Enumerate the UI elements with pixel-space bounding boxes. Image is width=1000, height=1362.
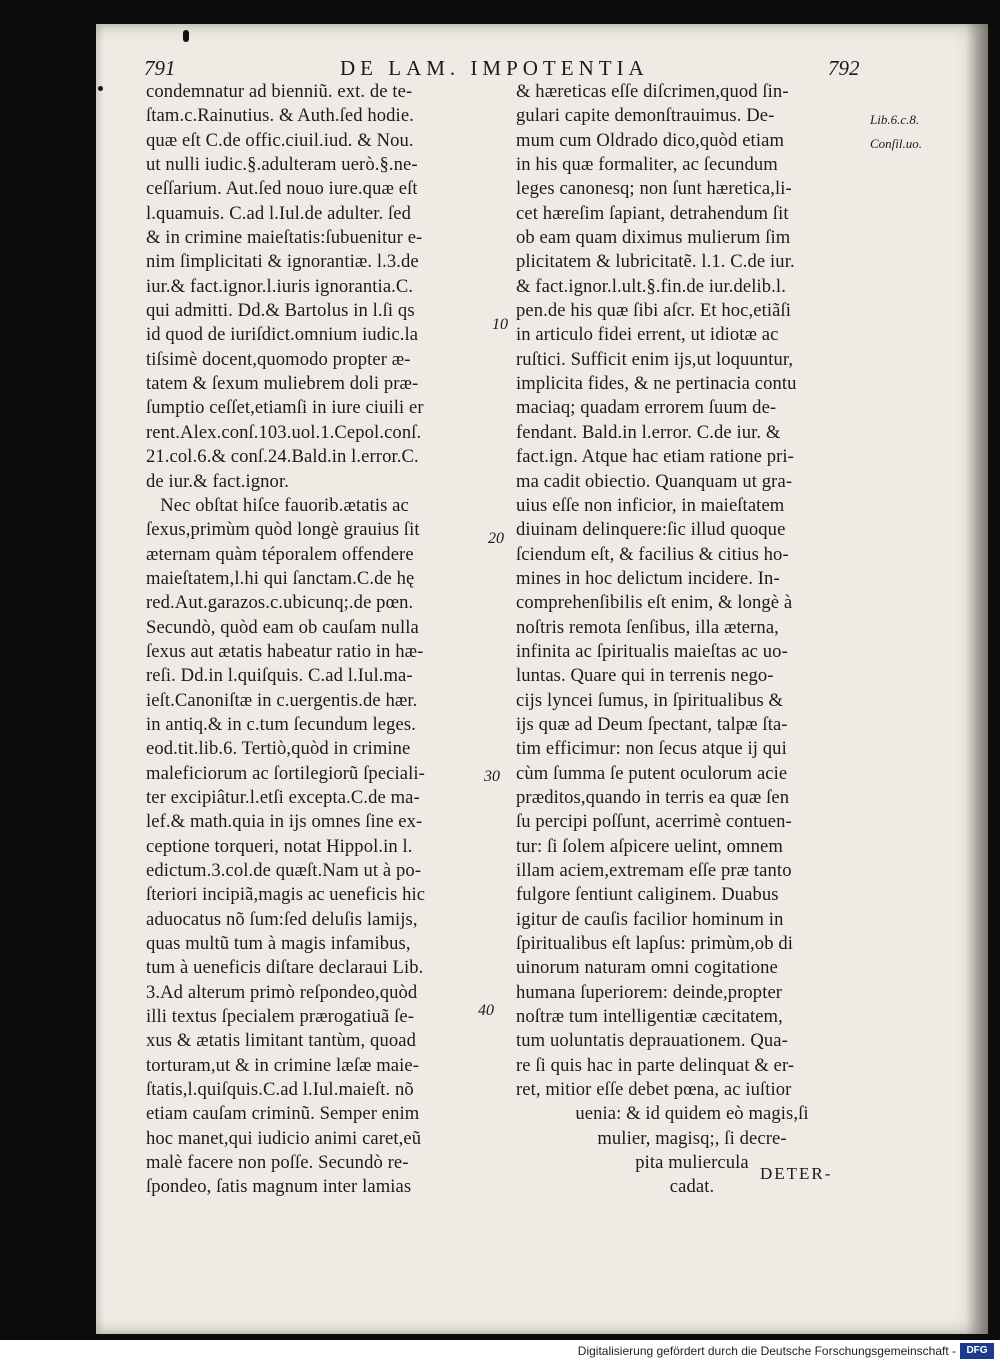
- text-line: & in crimine maieſtatis:ſubuenitur e-: [146, 227, 423, 249]
- margin-note-2: Conſil.uo.: [870, 136, 923, 151]
- text-line: uenia: & id quidem eò magis,ſi: [575, 1103, 809, 1125]
- text-line: æternam quàm téporalem offendere: [146, 543, 414, 565]
- text-line: lef.& math.quia in ijs omnes ſine ex-: [146, 811, 423, 833]
- text-line: tur: ſi ſolem aſpicere uelint, omnem: [516, 835, 783, 857]
- text-line: humana ſuperiorem: deinde,propter: [516, 981, 783, 1003]
- text-line: uius eſſe non inficior, in maieſtatem: [516, 494, 785, 516]
- text-line: igitur de cauſis facilior hominum in: [516, 908, 784, 930]
- text-line: eod.tit.lib.6. Tertiò,quòd in crimine: [146, 738, 411, 760]
- text-line: ſciendum eſt, & facilius & citius ho-: [516, 543, 789, 565]
- text-line: in articulo fidei errent, ut idiotæ ac: [516, 324, 779, 346]
- text-line: ut nulli iudic.§.adulteram uerò.§.ne-: [146, 154, 418, 176]
- text-line: gulari capite demonſtrauimus. De-: [516, 105, 775, 127]
- text-line: ſumptio ceſſet,etiamſi in iure ciuili er: [146, 397, 424, 419]
- text-line: ruſtici. Sufficit enim ijs,ut loquuntur,: [516, 348, 794, 370]
- text-line: red.Aut.garazos.c.ubicunq;.de pœn.: [146, 592, 414, 614]
- text-line: ceptione torqueri, notat Hippol.in l.: [146, 835, 413, 857]
- text-line: illi textus ſpecialem prærogatiuã ſe-: [146, 1006, 415, 1028]
- text-line: leges canonesq; non ſunt hæretica,li-: [516, 178, 792, 200]
- line-number-10: 10: [492, 316, 508, 333]
- text-line: Secundò, quòd eam ob cauſam nulla: [146, 616, 419, 638]
- text-line: infinita ac ſpiritualis maieſtas ac uo-: [516, 640, 788, 662]
- left-text-column: [146, 80, 486, 1200]
- text-line: hoc manet,qui iudicio animi caret,eũ: [146, 1127, 422, 1149]
- text-line: l.quamuis. C.ad l.Iul.de adulter. ſed: [146, 202, 411, 224]
- text-line: xus & ætatis limitant tantùm, quoad: [146, 1030, 416, 1052]
- text-line: condemnatur ad bienniũ. ext. de te-: [146, 81, 413, 102]
- text-line: pen.de his quæ ſibi aſcr. Et hoc,etiãſi: [516, 300, 791, 322]
- text-line: maleficiorum ac ſortilegiorũ ſpeciali-: [146, 762, 425, 784]
- text-line: ceſſarium. Aut.ſed nouo iure.quæ eſt: [146, 178, 418, 200]
- text-line: mines in hoc delictum incidere. In-: [516, 567, 780, 589]
- text-line: fact.ign. Atque hac etiam ratione pri-: [516, 446, 794, 468]
- text-line: ſexus,primùm quòd longè grauius ſit: [146, 519, 420, 541]
- text-line: ma cadit obiectio. Quanquam ut gra-: [516, 470, 793, 492]
- line-number-20: 20: [488, 530, 504, 547]
- text-line: tiſsimè docent,quomodo propter æ-: [146, 348, 411, 370]
- text-line: in antiq.& in c.tum ſecundum leges.: [146, 713, 416, 735]
- text-line: illam aciem,extremam eſſe præ tanto: [516, 860, 792, 881]
- text-line: maciaq; quadam errorem ſuum de-: [516, 397, 777, 419]
- text-line: ieſt.Canoniſtæ in c.uergentis.de hær.: [146, 689, 418, 711]
- text-line: plicitatem & lubricitatẽ. l.1. C.de iur.: [516, 251, 795, 273]
- text-line: nim ſimplicitati & ignorantiæ. l.3.de: [146, 251, 419, 273]
- text-line: præditos,quando in terris ea quæ ſen: [516, 786, 790, 808]
- text-line: ob eam quam diximus mulierum ſim: [516, 227, 791, 249]
- catchword: DETER-: [760, 1164, 833, 1183]
- page-number-left: 791: [144, 56, 176, 80]
- text-line: malè facere non poſſe. Secundò re-: [146, 1152, 409, 1174]
- text-line: id quod de iuriſdict.omnium iudic.la: [146, 324, 419, 346]
- text-line: diuinam delinquere:ſic illud quoque: [516, 519, 786, 541]
- ink-mark: [183, 30, 189, 42]
- text-line: re ſi quis hac in parte delinquat & er-: [516, 1054, 795, 1076]
- text-line: ſtatis,l.quiſquis.C.ad l.Iul.maieſt. nõ: [146, 1079, 414, 1101]
- text-line: cet hæreſim ſapiant, detrahendum ſit: [516, 202, 789, 224]
- text-line: ſu percipi poſſunt, acerrimè contuen-: [516, 811, 792, 833]
- text-line: implicita fides, & ne pertinacia contu: [516, 373, 797, 395]
- text-line: & hæreticas eſſe diſcrimen,quod ſin-: [516, 81, 789, 102]
- text-line: luntas. Quare qui in terrenis nego-: [516, 665, 774, 687]
- text-line: aduocatus nõ ſum:ſed deluſis lamijs,: [146, 908, 418, 930]
- margin-note-1: Lib.6.c.8.: [870, 112, 920, 127]
- footer-credit: Digitalisierung gefördert durch die Deutsche Forschungsgemeinschaft -: [577, 1344, 956, 1358]
- text-line: ſexus aut ætatis habeatur ratio in hæ-: [146, 640, 424, 662]
- text-line: tum uoluntatis deprauationem. Qua-: [516, 1030, 788, 1052]
- text-line: ter excipiâtur.l.etſi excepta.C.de ma-: [146, 786, 420, 808]
- text-line: 21.col.6.& conſ.24.Bald.in l.error.C.: [146, 446, 419, 468]
- text-line: mulier, magisq;, ſi decre-: [597, 1127, 787, 1149]
- text-line: iur.& fact.ignor.l.iuris ignorantia.C.: [146, 275, 414, 297]
- text-line: ſpondeo, ſatis magnum inter lamias: [146, 1176, 412, 1198]
- text-line: comprehenſibilis eſt enim, & longè à: [516, 592, 793, 614]
- margin-bullet: [98, 86, 103, 91]
- page-gutter-shadow: [966, 24, 988, 1334]
- text-line: mum cum Oldrado dico,quòd etiam: [516, 129, 785, 151]
- text-line: ijs quæ ad Deum ſpectant, talpæ ſta-: [516, 713, 788, 735]
- text-line: cùm ſumma ſe putent oculorum acie: [516, 762, 788, 784]
- dfg-logo: DFG: [960, 1343, 994, 1359]
- line-number-40: 40: [478, 1002, 494, 1019]
- text-line: tim efficimur: non ſecus atque ij qui: [516, 738, 787, 760]
- text-line: edictum.3.col.de quæſt.Nam ut à po-: [146, 860, 422, 881]
- text-line: quas multũ tum à magis infamibus,: [146, 933, 411, 955]
- text-line: cadat.: [669, 1176, 715, 1198]
- text-line: maieſtatem,l.hi qui ſanctam.C.de hę: [146, 567, 415, 589]
- right-text-column: [516, 80, 868, 1200]
- text-line: de iur.& fact.ignor.: [146, 470, 289, 492]
- digitization-footer: [0, 1342, 1000, 1362]
- line-number-30: 30: [484, 768, 500, 785]
- text-line: rent.Alex.conſ.103.uol.1.Cepol.conſ.: [146, 421, 422, 443]
- text-line: pita muliercula: [635, 1152, 749, 1174]
- text-line: ſpiritualibus eſt lapſus: primùm,ob di: [516, 933, 794, 955]
- text-line: quæ eſt C.de offic.ciuil.iud. & Nou.: [146, 129, 414, 151]
- text-line: qui admitti. Dd.& Bartolus in l.ſi qs: [146, 300, 415, 322]
- text-line: & fact.ignor.l.ult.§.fin.de iur.delib.l.: [516, 275, 786, 297]
- text-line: Nec obſtat hiſce fauorib.ætatis ac: [146, 494, 409, 516]
- text-line: etiam cauſam criminũ. Semper enim: [146, 1103, 420, 1125]
- text-line: fendant. Bald.in l.error. C.de iur. &: [516, 421, 781, 443]
- running-title: DE LAM. IMPOTENTIA: [340, 56, 649, 80]
- text-line: 3.Ad alterum primò reſpondeo,quòd: [146, 981, 418, 1003]
- text-line: in his quæ formaliter, ac ſecundum: [516, 154, 778, 176]
- page-number-right: 792: [828, 56, 860, 80]
- text-line: ſtam.c.Rainutius. & Auth.ſed hodie.: [146, 105, 414, 127]
- text-line: torturam,ut & in crimine læſæ maie-: [146, 1054, 420, 1076]
- text-line: fulgore ſentiunt caliginem. Duabus: [516, 884, 779, 906]
- text-line: uinorum naturam omni cogitatione: [516, 957, 778, 979]
- text-line: ret, mitior eſſe debet pœna, ac iuſtior: [516, 1079, 792, 1101]
- text-line: ſteriori incipiã,magis ac ueneficis hic: [146, 884, 426, 906]
- text-line: tatem & ſexum muliebrem doli præ-: [146, 373, 419, 395]
- text-line: noſtris remota ſenſibus, illa æterna,: [516, 616, 779, 638]
- text-line: tum à ueneficis diſtare declaraui Lib.: [146, 957, 424, 979]
- text-line: noſtræ tum intelligentiæ cæcitatem,: [516, 1006, 783, 1028]
- text-line: cijs lyncei ſumus, in ſpiritualibus &: [516, 689, 784, 711]
- text-line: reſi. Dd.in l.quiſquis. C.ad l.Iul.ma-: [146, 665, 413, 687]
